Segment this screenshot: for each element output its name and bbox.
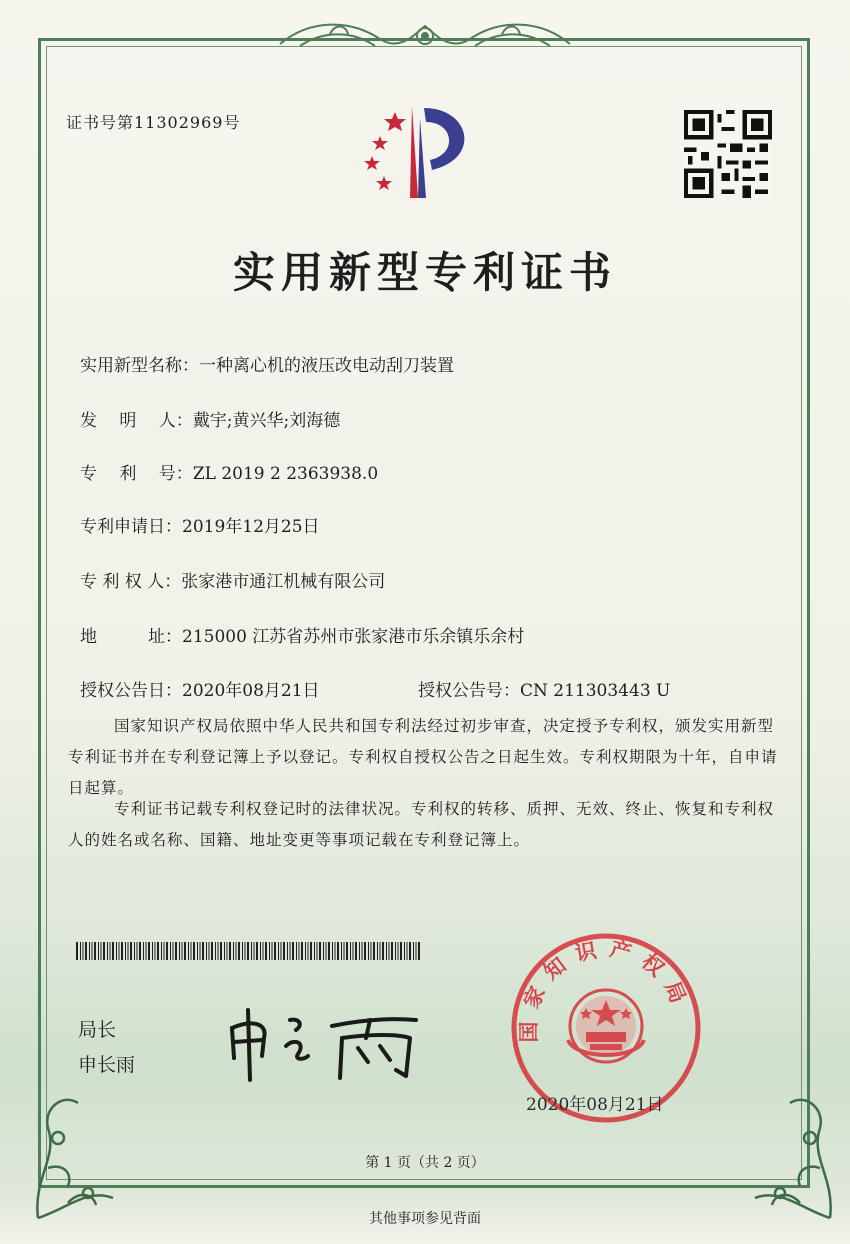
inventor-value: 戴宇;黄兴华;刘海德 xyxy=(192,411,341,431)
grant-number-row xyxy=(418,676,670,701)
certificate-number: 证书号第11302969号 xyxy=(66,113,241,132)
grant-statement-paragraph: 国家知识产权局依照中华人民共和国专利法经过初步审查，决定授予专利权，颁发实用新型专利证书并在专利登记簿上予以登记。专利权自授权公告之日起生效。专利权期限为十年，自申请日起算。 xyxy=(68,717,778,797)
grant-date-row xyxy=(80,676,320,701)
grant-date-label: 授权公告日： xyxy=(80,681,182,701)
handwritten-signature xyxy=(220,998,430,1083)
page-indicator: 第 1 页（共 2 页） xyxy=(365,1155,485,1171)
qr-code-icon xyxy=(684,110,772,198)
signatory-name: 申长雨 xyxy=(78,1054,136,1076)
filing-date-value: 2019年12月25日 xyxy=(182,517,320,537)
seal-date: 2020年08月21日 xyxy=(526,1095,664,1115)
patent-number-value: ZL 2019 2 2363938.0 xyxy=(192,464,379,484)
filing-date-row xyxy=(80,512,320,537)
inventor-row xyxy=(80,406,340,431)
utility-model-name-value: 一种离心机的液压改电动刮刀装置 xyxy=(199,356,454,376)
signatory-role: 局长 xyxy=(78,1019,117,1041)
grant-date-value: 2020年08月21日 xyxy=(182,681,320,701)
grant-number-label: 授权公告号： xyxy=(418,681,520,701)
barcode-strip xyxy=(76,942,422,960)
utility-model-name-row xyxy=(80,351,454,376)
patentee-value: 张家港市通江机械有限公司 xyxy=(181,572,386,592)
inventor-label: 发 明 人： xyxy=(80,411,193,431)
seal-text: 国家知识产权局 xyxy=(516,936,695,1043)
grant-number-value: CN 211303443 U xyxy=(520,681,671,701)
patentee-row xyxy=(80,567,385,592)
top-ornament xyxy=(270,14,580,64)
footer-note: 其他事项参见背面 xyxy=(369,1211,481,1227)
filing-date-label: 专利申请日： xyxy=(80,517,182,537)
utility-model-name-label: 实用新型名称： xyxy=(80,356,199,376)
legal-status-paragraph: 专利证书记载专利权登记时的法律状况。专利权的转移、质押、无效、终止、恢复和专利权人的姓名或名称、国籍、地址变更等事项记载在专利登记簿上。 xyxy=(68,800,775,849)
address-row xyxy=(80,622,524,647)
address-value: 215000 江苏省苏州市张家港市乐余镇乐余村 xyxy=(182,627,525,647)
patent-number-label: 专 利 号： xyxy=(80,464,193,484)
patent-number-row xyxy=(80,459,378,484)
patentee-label: 专 利 权 人： xyxy=(80,572,182,592)
patent-office-logo-icon xyxy=(350,98,490,208)
page-title: 实用新型专利证书 xyxy=(232,248,617,297)
address-label: 地 址： xyxy=(80,627,182,647)
